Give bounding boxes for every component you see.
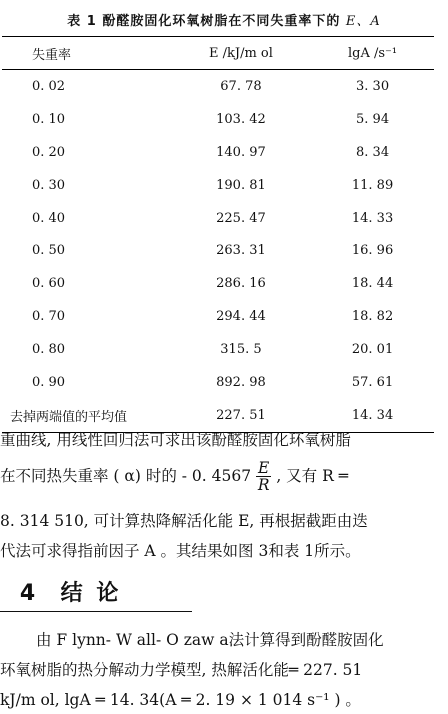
conclusion-line-2: 环氧树脂的热分解动力学模型, 热解活化能═ 227. 51 <box>0 661 363 679</box>
cell-activation-energy: 892. 98 <box>216 374 266 390</box>
cell-lgA: 14. 33 <box>351 210 394 226</box>
column-header-activation-energy: E /kJ/m ol <box>209 45 273 61</box>
conclusion-line-3: kJ/m ol, lgA ═ 14. 34(A ═ 2. 19 × 1 014 s⁻¹ ) 。 <box>0 691 361 709</box>
table-caption-text: 表 1 酚醛胺固化环氧树脂在不同失重率下的 <box>67 14 341 29</box>
cell-activation-energy: 225. 47 <box>216 210 266 226</box>
body-line-4: 代法可求得指前因子 A 。其结果如图 3和表 1所示。 <box>0 542 361 560</box>
cell-activation-energy: 190. 81 <box>216 177 266 193</box>
cell-lgA: 11. 89 <box>351 177 394 193</box>
cell-lgA: 57. 61 <box>351 374 394 390</box>
table-row <box>2 103 434 136</box>
section-number: 4 <box>19 581 39 606</box>
fraction-numerator: E <box>258 459 270 477</box>
table-row <box>2 169 434 202</box>
cell-lgA: 5. 94 <box>356 111 390 127</box>
cell-weight-loss: 0. 10 <box>32 111 66 127</box>
cell-weight-loss: 去掉两端值的平均值 <box>10 409 128 425</box>
cell-weight-loss: 0. 40 <box>32 210 66 226</box>
cell-weight-loss: 0. 90 <box>32 374 66 390</box>
table-row <box>2 234 434 267</box>
table-row <box>2 267 434 300</box>
cell-activation-energy: 103. 42 <box>216 111 266 127</box>
table-row <box>2 366 434 399</box>
column-header-lgA: lgA /s⁻¹ <box>347 45 398 61</box>
cell-lgA: 3. 30 <box>356 78 390 94</box>
cell-activation-energy: 140. 97 <box>216 144 266 160</box>
table-row <box>2 202 434 235</box>
cell-activation-energy: 315. 5 <box>220 342 262 358</box>
table-row <box>2 333 434 366</box>
fraction-denominator: R <box>257 476 270 495</box>
body-line-2 <box>0 460 446 494</box>
cell-lgA: 16. 96 <box>351 243 394 259</box>
table-row <box>2 136 434 169</box>
cell-weight-loss: 0. 02 <box>32 78 66 94</box>
cell-activation-energy: 294. 44 <box>216 309 266 325</box>
conclusion-line-1: 由 F lynn- W all- O zaw a法计算得到酚醛胺固化 <box>36 631 384 649</box>
cell-activation-energy: 67. 78 <box>220 78 262 94</box>
cell-weight-loss: 0. 20 <box>32 144 66 160</box>
cell-activation-energy: 286. 16 <box>216 276 266 292</box>
data-table <box>2 36 434 433</box>
cell-weight-loss: 0. 30 <box>32 177 66 193</box>
cell-activation-energy: 263. 31 <box>216 243 266 259</box>
cell-weight-loss: 0. 80 <box>32 342 66 358</box>
cell-lgA: 20. 01 <box>351 342 394 358</box>
cell-weight-loss: 0. 50 <box>32 243 66 259</box>
body-line-2-end: , 又有 R ═ <box>276 466 349 485</box>
column-header-weight-loss: 失重率 <box>32 47 72 63</box>
table-row <box>2 70 434 103</box>
cell-lgA: 14. 34 <box>351 407 394 423</box>
cell-lgA: 18. 82 <box>351 309 394 325</box>
table-header-row <box>2 37 434 70</box>
table-row <box>2 300 434 333</box>
cell-activation-energy: 227. 51 <box>216 407 266 423</box>
table-caption <box>0 10 448 29</box>
table-caption-variables: E、A <box>345 14 381 29</box>
cell-weight-loss: 0. 60 <box>32 276 66 292</box>
cell-weight-loss: 0. 70 <box>32 309 66 325</box>
body-line-3: 8. 314 510, 可计算热降解活化能 E, 再根据截距由迭 <box>0 512 368 530</box>
fraction-e-over-r <box>256 460 271 494</box>
section-heading <box>0 576 192 612</box>
cell-lgA: 18. 44 <box>351 276 394 292</box>
section-title: 结 论 <box>60 581 122 606</box>
table-body <box>2 70 434 433</box>
cell-lgA: 8. 34 <box>356 144 390 160</box>
body-line-2-start: 在不同热失重率 ( α) 时的 - 0. 4567 <box>0 466 252 485</box>
body-line-1: 重曲线, 用线性回归法可求出该酚醛胺固化环氧树脂 <box>0 431 351 449</box>
